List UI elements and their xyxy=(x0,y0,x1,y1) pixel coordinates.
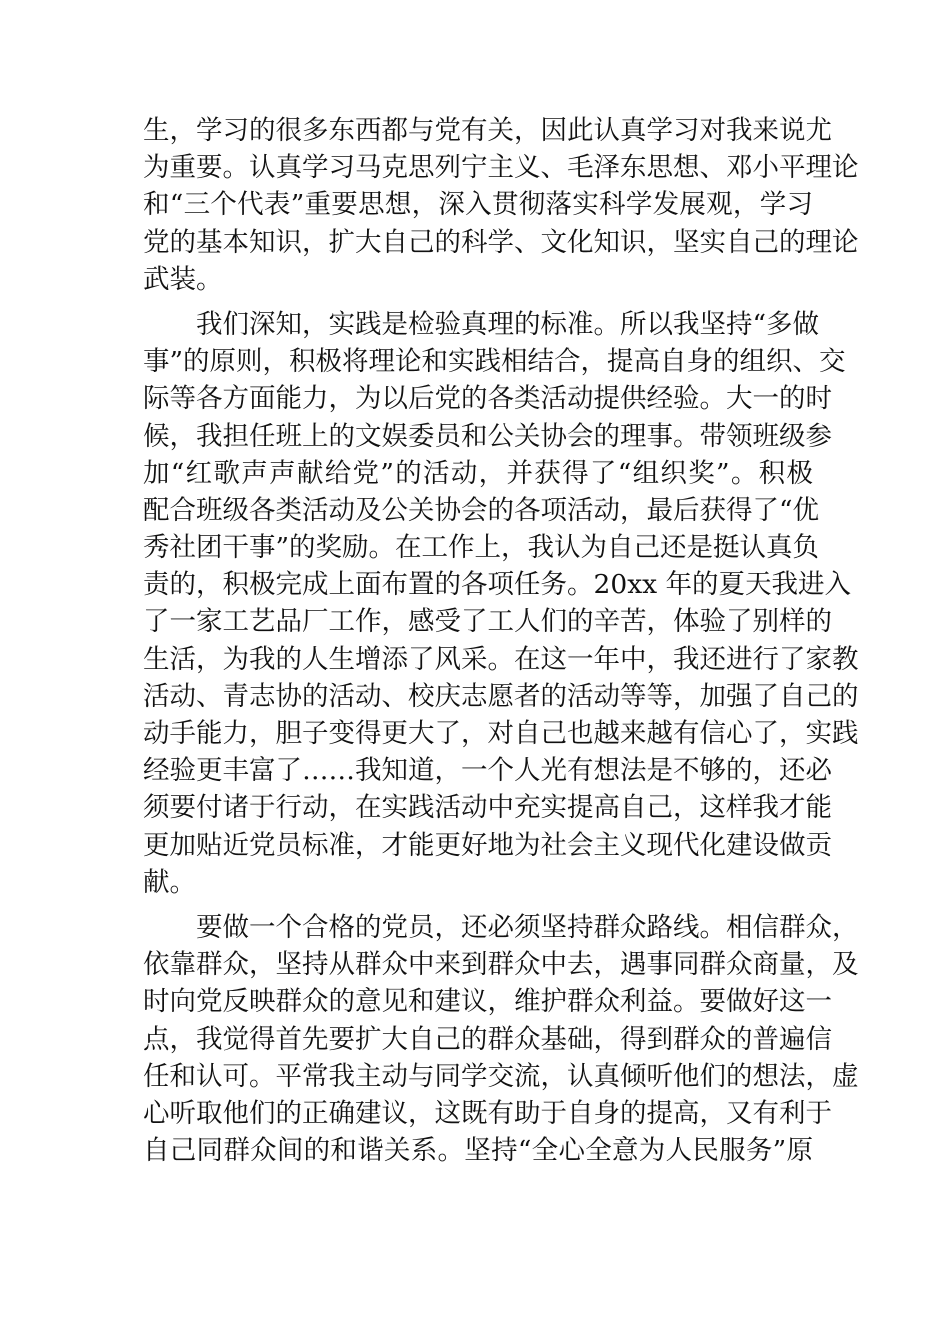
paragraph-gap xyxy=(143,901,813,909)
text-line: 自己同群众间的和谐关系。坚持“全心全意为人民服务”原 xyxy=(143,1135,813,1167)
text-line: 生，学习的很多东西都与党有关，因此认真学习对我来说尤 xyxy=(143,115,832,146)
text-line: 际等各方面能力，为以后党的各类活动提供经验。大一的时 xyxy=(143,383,832,415)
text-line: 候，我担任班上的文娱委员和公关协会的理事。带领班级参 xyxy=(143,420,832,452)
document-body xyxy=(143,112,859,1169)
text-line-indented: 我们深知，实践是检验真理的标准。所以我坚持“多做 xyxy=(196,308,820,340)
text-line: 时向党反映群众的意见和建议，维护群众利益。要做好这一 xyxy=(143,986,832,1018)
text-line: 更加贴近党员标准，才能更好地为社会主义现代化建设做贡 xyxy=(143,829,832,861)
text-line: 活动、青志协的活动、校庆志愿者的活动等等，加强了自己的 xyxy=(143,680,859,712)
paragraph-3 xyxy=(143,909,859,1169)
text-line: 了一家工艺品厂工作，感受了工人们的辛苦，体验了别样的 xyxy=(143,606,832,638)
text-line-indented: 要做一个合格的党员，还必须坚持群众路线。相信群众， xyxy=(196,911,859,943)
text-line: 武装。 xyxy=(143,263,223,295)
text-line: 经验更丰富了……我知道，一个人光有想法是不够的，还必 xyxy=(143,755,832,787)
text-line: 责的，积极完成上面布置的各项任务。20xx 年的夏天我进入 xyxy=(143,569,852,601)
text-line: 事”的原则，积极将理论和实践相结合，提高自身的组织、交 xyxy=(143,346,846,378)
text-line: 动手能力，胆子变得更大了，对自己也越来越有信心了，实践 xyxy=(143,718,859,749)
paragraph-2 xyxy=(143,306,859,901)
text-line: 为重要。认真学习马克思列宁主义、毛泽东思想、邓小平理论 xyxy=(143,152,859,184)
paragraph-gap xyxy=(143,298,813,306)
text-line: 依靠群众，坚持从群众中来到群众中去，遇事同群众商量，及 xyxy=(143,949,859,981)
text-line: 加“红歌声声献给党”的活动，并获得了“组织奖”。积极 xyxy=(143,457,813,489)
text-line: 任和认可。平常我主动与同学交流，认真倾听他们的想法，虚 xyxy=(143,1060,859,1092)
text-line: 配合班级各类活动及公关协会的各项活动，最后获得了“优 xyxy=(143,494,820,526)
text-line: 秀社团干事”的奖励。在工作上，我认为自己还是挺认真负 xyxy=(143,532,820,564)
text-line: 生活，为我的人生增添了风采。在这一年中，我还进行了家教 xyxy=(143,643,859,675)
text-line: 党的基本知识，扩大自己的科学、文化知识，坚实自己的理论 xyxy=(143,226,859,258)
text-line: 和“三个代表”重要思想，深入贯彻落实科学发展观，学习 xyxy=(143,189,813,221)
paragraph-1 xyxy=(143,112,859,298)
text-line: 心听取他们的正确建议，这既有助于自身的提高，又有利于 xyxy=(143,1097,832,1129)
text-line: 须要付诸于行动，在实践活动中充实提高自己，这样我才能 xyxy=(143,792,832,824)
text-line: 献。 xyxy=(143,866,196,898)
text-line: 点，我觉得首先要扩大自己的群众基础，得到群众的普遍信 xyxy=(143,1023,832,1055)
